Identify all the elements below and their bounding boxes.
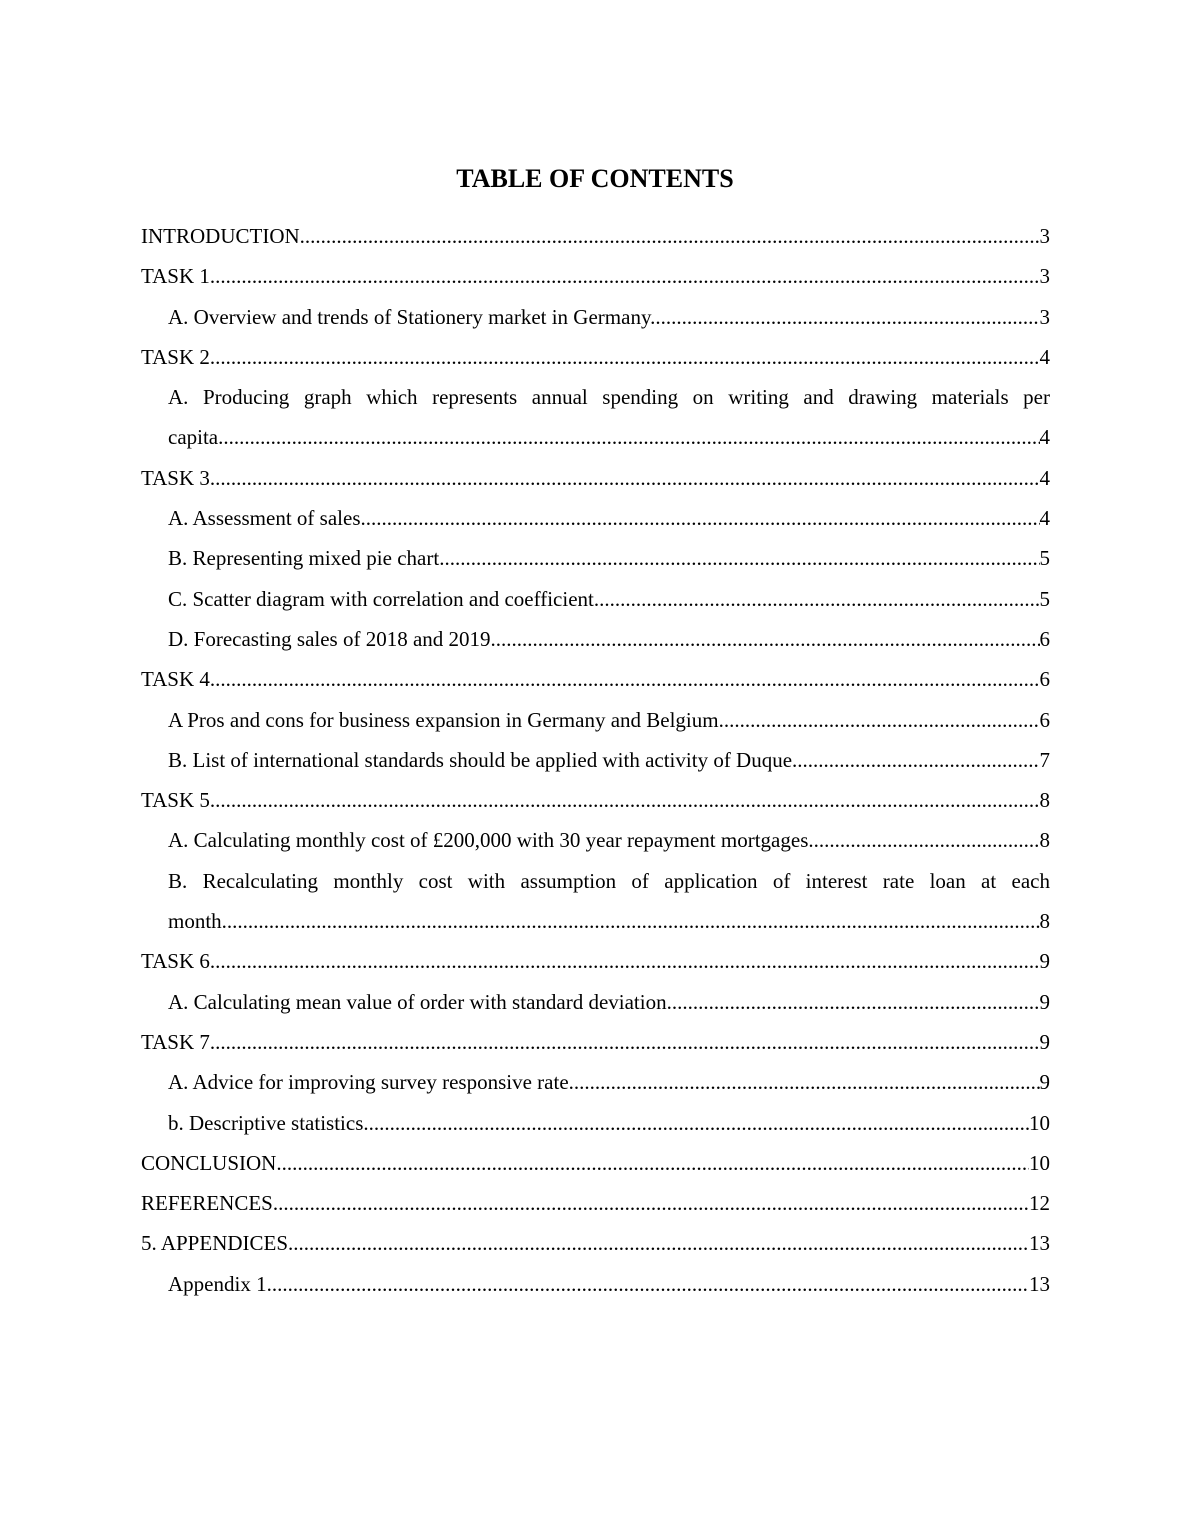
toc-entry-task-2a[interactable] — [168, 377, 1050, 458]
toc-page-number: 4 — [1040, 458, 1051, 498]
toc-page-number: 13 — [1029, 1264, 1050, 1304]
toc-entry-label: TASK 6 ..... — [141, 941, 1050, 981]
toc-page-number: 4 — [1040, 498, 1051, 538]
toc-page-number: 3 — [1040, 216, 1051, 256]
toc-entry-task-3c[interactable] — [168, 579, 1050, 619]
toc-entry-label: C. Scatter diagram with correlation and coefficient ..... — [168, 579, 1050, 619]
toc-entry-label: INTRODUCTION ..... — [141, 216, 1050, 256]
toc-page-number: 8 — [1040, 780, 1051, 820]
toc-entry-label: TASK 1 ..... — [141, 256, 1050, 296]
toc-entry-label: A. Assessment of sales ..... — [168, 498, 1050, 538]
toc-entry-label: REFERENCES ..... — [141, 1183, 1050, 1223]
toc-entry-label: A. Advice for improving survey responsive rate ..... — [168, 1062, 1050, 1102]
toc-entry-label: b. Descriptive statistics ..... — [168, 1103, 1050, 1143]
toc-entry-task-1[interactable] — [141, 256, 1050, 296]
toc-page-number: 9 — [1040, 982, 1051, 1022]
toc-entry-label: 5. APPENDICES ..... — [141, 1223, 1050, 1263]
toc-entry-label-line1: B. Recalculating monthly cost with assumption of application of interest rate loan at each — [168, 868, 1050, 893]
toc-page-number: 8 — [1040, 901, 1051, 941]
toc-entry-task-6[interactable] — [141, 941, 1050, 981]
toc-entry-task-7a[interactable] — [168, 1062, 1050, 1102]
toc-page-number: 10 — [1029, 1103, 1050, 1143]
toc-entry-label: B. List of international standards should be applied with activity of Duque ..... — [168, 740, 1050, 780]
toc-page-number: 10 — [1029, 1143, 1050, 1183]
toc-entry-label: TASK 7 ..... — [141, 1022, 1050, 1062]
toc-entry-task-6a[interactable] — [168, 982, 1050, 1022]
toc-entry-label: B. Representing mixed pie chart ..... — [168, 538, 1050, 578]
toc-page-number: 5 — [1040, 579, 1051, 619]
toc-page-number: 8 — [1040, 820, 1051, 860]
toc-entry-label: A. Overview and trends of Stationery market in Germany ..... — [168, 297, 1050, 337]
toc-page-number: 6 — [1040, 659, 1051, 699]
toc-entry-task-5a[interactable] — [168, 820, 1050, 860]
table-of-contents — [141, 216, 1050, 1304]
toc-entry-task-7[interactable] — [141, 1022, 1050, 1062]
toc-entry-label: TASK 4 ..... — [141, 659, 1050, 699]
toc-entry-label: TASK 2 ..... — [141, 337, 1050, 377]
page-title: TABLE OF CONTENTS — [456, 164, 734, 193]
toc-page-number: 4 — [1040, 417, 1051, 457]
toc-entry-references[interactable] — [141, 1183, 1050, 1223]
toc-entry-task-5[interactable] — [141, 780, 1050, 820]
toc-entry-label: A. Calculating mean value of order with standard deviation ..... — [168, 982, 1050, 1022]
toc-page-number: 6 — [1040, 619, 1051, 659]
toc-entry-task-4a[interactable] — [168, 700, 1050, 740]
toc-page-number: 9 — [1040, 1062, 1051, 1102]
toc-entry-task-3b[interactable] — [168, 538, 1050, 578]
toc-entry-label: D. Forecasting sales of 2018 and 2019 ..... — [168, 619, 1050, 659]
toc-entry-label: CONCLUSION ..... — [141, 1143, 1050, 1183]
toc-page-number: 5 — [1040, 538, 1051, 578]
toc-entry-task-3a[interactable] — [168, 498, 1050, 538]
toc-page-number: 3 — [1040, 256, 1051, 296]
toc-entry-task-5b[interactable] — [168, 861, 1050, 942]
toc-entry-task-7b[interactable] — [168, 1103, 1050, 1143]
toc-entry-label: capita ..... — [168, 417, 1050, 457]
toc-page-number: 9 — [1040, 941, 1051, 981]
toc-entry-task-3d[interactable] — [168, 619, 1050, 659]
toc-page-number: 3 — [1040, 297, 1051, 337]
toc-entry-task-4b[interactable] — [168, 740, 1050, 780]
toc-entry-label: A. Calculating monthly cost of £200,000 with 30 year repayment mortgages ..... — [168, 820, 1050, 860]
toc-entry-label: Appendix 1 ..... — [168, 1264, 1050, 1304]
toc-entry-task-1a[interactable] — [168, 297, 1050, 337]
toc-entry-label-line1: A. Producing graph which represents annual spending on writing and drawing materials per — [168, 385, 1050, 410]
toc-entry-task-2[interactable] — [141, 337, 1050, 377]
toc-entry-label: TASK 3 ..... — [141, 458, 1050, 498]
toc-page-number: 6 — [1040, 700, 1051, 740]
toc-entry-conclusion[interactable] — [141, 1143, 1050, 1183]
toc-entry-introduction[interactable] — [141, 216, 1050, 256]
toc-entry-task-4[interactable] — [141, 659, 1050, 699]
toc-entry-label: TASK 5 ..... — [141, 780, 1050, 820]
toc-page-number: 12 — [1029, 1183, 1050, 1223]
toc-page-number: 7 — [1040, 740, 1051, 780]
toc-entry-appendices[interactable] — [141, 1223, 1050, 1263]
toc-entry-label: month ..... — [168, 901, 1050, 941]
toc-entry-task-3[interactable] — [141, 458, 1050, 498]
toc-page-number: 13 — [1029, 1223, 1050, 1263]
toc-page-number: 9 — [1040, 1022, 1051, 1062]
toc-entry-appendix-1[interactable] — [168, 1264, 1050, 1304]
toc-entry-label: A Pros and cons for business expansion in Germany and Belgium ..... — [168, 700, 1050, 740]
toc-page-number: 4 — [1040, 337, 1051, 377]
